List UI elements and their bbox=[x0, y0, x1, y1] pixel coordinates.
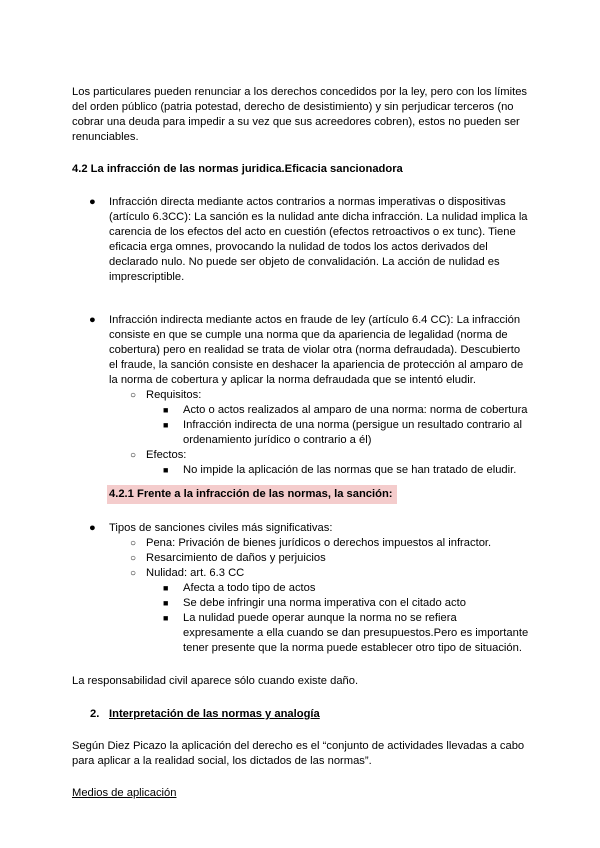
list-item-infraccion-directa bbox=[72, 195, 530, 285]
section-4-2-1-list bbox=[72, 521, 530, 656]
sublist-item-label: Requisitos: bbox=[146, 389, 202, 401]
sublist-item-label: Efectos: bbox=[146, 449, 187, 461]
bullet-circle-icon: ○ bbox=[130, 568, 137, 579]
section-4-2-1-heading-wrap bbox=[72, 485, 530, 504]
document-page bbox=[72, 85, 530, 801]
sub-sublist-item bbox=[146, 596, 530, 611]
sub-sublist-item-text: Infracción indirecta de una norma (persigue un resultado contrario al ordenamiento jurídico o contrario a él) bbox=[183, 419, 522, 446]
section-2-heading bbox=[72, 707, 530, 722]
list-item-text: Infracción indirecta mediante actos en fraude de ley (artículo 6.4 CC): La infracción consiste en que se cumple una norma que da apariencia de legalidad (norma de cobertura) pero en realidad se trata de violar otra (norma defraudada). Descubierto el fraude, la sanción consiste en deshacer la apariencia de protección al amparo de la norma de cobertura y aplicar la norma defraudada que se intentó eludir. bbox=[109, 314, 524, 386]
sublist-item-text: Resarcimiento de daños y perjuicios bbox=[146, 552, 326, 564]
section-4-2-heading: 4.2 La infracción de las normas juridica.Eficacia sancionadora bbox=[72, 163, 403, 175]
bullet-square-icon: ■ bbox=[163, 420, 169, 430]
bullet-square-icon: ■ bbox=[163, 465, 169, 475]
sublist bbox=[109, 536, 530, 656]
list-item-tipos-sanciones bbox=[72, 521, 530, 656]
list-item-text: Tipos de sanciones civiles más significativas: bbox=[109, 522, 333, 534]
sublist-item-text: Nulidad: art. 6.3 CC bbox=[146, 567, 245, 579]
medios-aplicacion-heading: Medios de aplicación bbox=[72, 787, 177, 799]
list-item-infraccion-indirecta bbox=[72, 313, 530, 478]
bullet-circle-icon: ○ bbox=[130, 538, 137, 549]
bullet-square-icon: ■ bbox=[163, 613, 169, 623]
sub-sublist bbox=[146, 403, 530, 448]
list-item-text: Infracción directa mediante actos contrarios a normas imperativas o dispositivas (artículo 6.3CC): La sanción es la nulidad ante dicha infracción. La nulidad implica la carencia de los efectos del acto en cuestión (efectos retroactivos o ex tunc). Tiene eficacia erga omnes, provocando la nulidad de todos los actos derivados del declarado nulo. No puede ser objeto de convalidación. La acción de nulidad es imprescriptible. bbox=[109, 196, 528, 283]
sub-sublist-item bbox=[146, 418, 530, 448]
section-4-2-1-heading: 4.2.1 Frente a la infracción de las normas, la sanción: bbox=[107, 485, 397, 504]
bullet-circle-icon: ○ bbox=[130, 553, 137, 564]
sublist bbox=[109, 388, 530, 478]
sub-sublist-item-text: Afecta a todo tipo de actos bbox=[183, 582, 316, 594]
sublist-item-resarcimiento bbox=[109, 551, 530, 566]
sublist-item-requisitos bbox=[109, 388, 530, 448]
sub-sublist-item bbox=[146, 463, 530, 478]
sub-sublist-item-text: Se debe infringir una norma imperativa con el citado acto bbox=[183, 597, 466, 609]
section-4-2-list bbox=[72, 195, 530, 478]
bullet-square-icon: ■ bbox=[163, 405, 169, 415]
sub-sublist-item-text: No impide la aplicación de las normas que se han tratado de eludir. bbox=[183, 464, 517, 476]
sublist-item-text: Pena: Privación de bienes jurídicos o derechos impuestos al infractor. bbox=[146, 537, 492, 549]
section-2-title: Interpretación de las normas y analogía bbox=[109, 708, 320, 720]
sub-sublist-item-text: Acto o actos realizados al amparo de una norma: norma de cobertura bbox=[183, 404, 528, 416]
sub-sublist bbox=[146, 581, 530, 656]
sublist-item-efectos bbox=[109, 448, 530, 478]
bullet-disc-icon: ● bbox=[89, 314, 96, 326]
bullet-disc-icon: ● bbox=[89, 522, 96, 534]
sub-sublist bbox=[146, 463, 530, 478]
bullet-circle-icon: ○ bbox=[130, 450, 137, 461]
bullet-disc-icon: ● bbox=[89, 196, 96, 208]
intro-paragraph: Los particulares pueden renunciar a los derechos concedidos por la ley, pero con los límites del orden público (patria potestad, derecho de desistimiento) y sin perjudicar terceros (no cobrar una deuda para impedir a su vez que sus acreedores cobren), estos no pueden ser renunciables. bbox=[72, 86, 528, 143]
bullet-circle-icon: ○ bbox=[130, 390, 137, 401]
bullet-square-icon: ■ bbox=[163, 583, 169, 593]
sub-sublist-item bbox=[146, 403, 530, 418]
sub-sublist-item bbox=[146, 611, 530, 656]
sub-sublist-item-text: La nulidad puede operar aunque la norma no se refiera expresamente a ella cuando se dan presupuestos.Pero es importante tener presente que la norma puede establecer otro tipo de situación. bbox=[183, 612, 529, 654]
sublist-item-nulidad bbox=[109, 566, 530, 656]
closing-paragraph: La responsabilidad civil aparece sólo cuando existe daño. bbox=[72, 675, 359, 687]
sub-sublist-item bbox=[146, 581, 530, 596]
section-2-paragraph: Según Diez Picazo la aplicación del derecho es el “conjunto de actividades llevadas a cabo para aplicar a la realidad social, los dictados de las normas”. bbox=[72, 740, 525, 767]
sublist-item-pena bbox=[109, 536, 530, 551]
bullet-square-icon: ■ bbox=[163, 598, 169, 608]
section-2-number: 2. bbox=[90, 708, 100, 720]
